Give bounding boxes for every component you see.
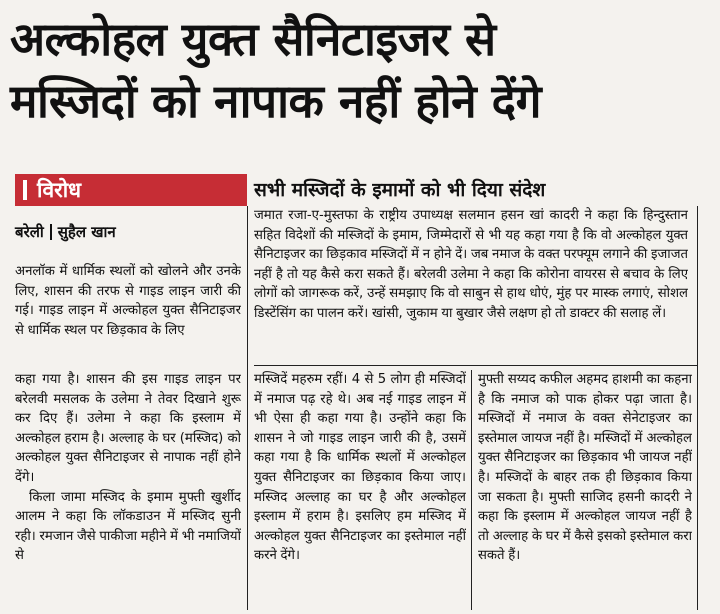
column-2-paragraph: मस्जिदें महरुम रहीं। 4 से 5 लोग ही मस्जिदों में नमाज पढ़ रहे थे। अब नई गाइड लाइन में भी ऐसा ही कहा गया है। उन्होंने कहा कि शासन ने जो गाइड लाइन जारी की है, उसमें कहा गया है कि धार्मिक स्थलों में अल्कोहल युक्त सैनिटाइजर का छिड़काव किया जाए। मस्जिद अल्लाह का घर है और अल्कोहल इस्लाम में हराम है। इसलिए हम मस्जिद में अल्कोहल युक्त सैनिटाइजर का इस्तेमाल नहीं करने देंगे। xyxy=(254,372,466,564)
headline-line-1: अल्कोहल युक्त सैनिटाइजर से xyxy=(10,12,496,66)
tag-marker xyxy=(23,180,27,200)
column-rule-3 xyxy=(697,206,698,610)
column-3-paragraph: मुफ्ती सय्यद कफील अहमद हाशमी का कहना है कि नमाज को पाक होकर पढ़ा जाता है। मस्जिदों में नमाज के वक्त सेनेटाइजर का इस्तेमाल जायज नहीं है। मस्जिदों में अल्कोहल युक्त सैनिटाइजर का छिड़काव भी जायज नहीं है। मस्जिदों के बाहर तक ही छिड़काव किया जा सकता है। मुफ्ती साजिद हसनी कादरी ने कहा कि इस्लाम में अल्कोहल जायज नहीं है तो अल्लाह के घर में कैसे इसको इस्तेमाल करा सकते हैं। xyxy=(478,372,692,564)
section-tag xyxy=(15,174,247,206)
headline-line-2: मस्जिदों को नापाक नहीं होने देंगे xyxy=(10,74,541,128)
column-rule-2 xyxy=(471,370,472,610)
statement-paragraph xyxy=(254,206,688,350)
statement-text: जमात रजा-ए-मुस्तफा के राष्ट्रीय उपाध्यक्ष सलमान हसन खां कादरी ने कहा कि हिन्दुस्तान सहित विदेशों की मस्जिदों के इमाम, जिम्मेदारों से भी यह कहा गया है कि वो अल्कोहल युक्त सैनिटाइजर का छिड़काव मस्जिदों में न होने दें। जब नमाज के वक्त परफ्यूम लगाने की इजाजत नहीं है तो यह कैसे करा सकते हैं। बरेलवी उलेमा ने कहा कि कोरोना वायरस से बचाव के लिए लोगों को जागरूक करें, उन्हें समझाए कि वो साबुन से हाथ धोएं, मुंह पर मास्क लगाएं, सोशल डिस्टेंसिंग का पालन करें। खांसी, जुकाम या बुखार जैसे लक्षण हो तो डाक्टर की सलाह लें। xyxy=(254,208,688,321)
headline xyxy=(10,8,710,132)
intro-paragraph xyxy=(15,262,241,374)
column-1 xyxy=(15,370,241,606)
column-3 xyxy=(478,370,692,606)
section-tag-label: विरोध xyxy=(37,178,82,202)
byline-author: सुहैल खान xyxy=(57,223,116,241)
byline-separator xyxy=(50,224,52,240)
section-rule xyxy=(254,365,698,366)
column-2 xyxy=(254,370,466,606)
intro-text: अनलॉक में धार्मिक स्थलों को खोलने और उनके लिए, शासन की तरफ से गाइड लाइन जारी की गई। गाइड लाइन में अल्कोहल युक्त सैनिटाइजर से धार्मिक स्थल पर छिड़काव के लिए xyxy=(15,264,241,338)
column-1-paragraph-2: किला जामा मस्जिद के इमाम मुफ्ती खुर्शीद आलम ने कहा कि लॉकडाउन में मस्जिद सुनी रही। रमजान जैसे पाकीजा महीने में भी नमाजियों से xyxy=(15,489,241,564)
column-rule-1 xyxy=(247,206,248,610)
subheadline: सभी मस्जिदों के इमामों को भी दिया संदेश xyxy=(254,179,546,201)
column-1-paragraph-1: कहा गया है। शासन की इस गाइड लाइन पर बरेलवी मसलक के उलेमा ने तेवर दिखाने शुरू कर दिए हैं। उलेमा ने कहा कि इस्लाम में अल्कोहल हराम है। अल्लाह के घर (मस्जिद) को अल्कोहल युक्त सैनिटाइजर से नापाक नहीं होने देंगे। xyxy=(15,372,241,485)
byline-place: बरेली xyxy=(15,223,44,241)
byline xyxy=(15,220,247,244)
